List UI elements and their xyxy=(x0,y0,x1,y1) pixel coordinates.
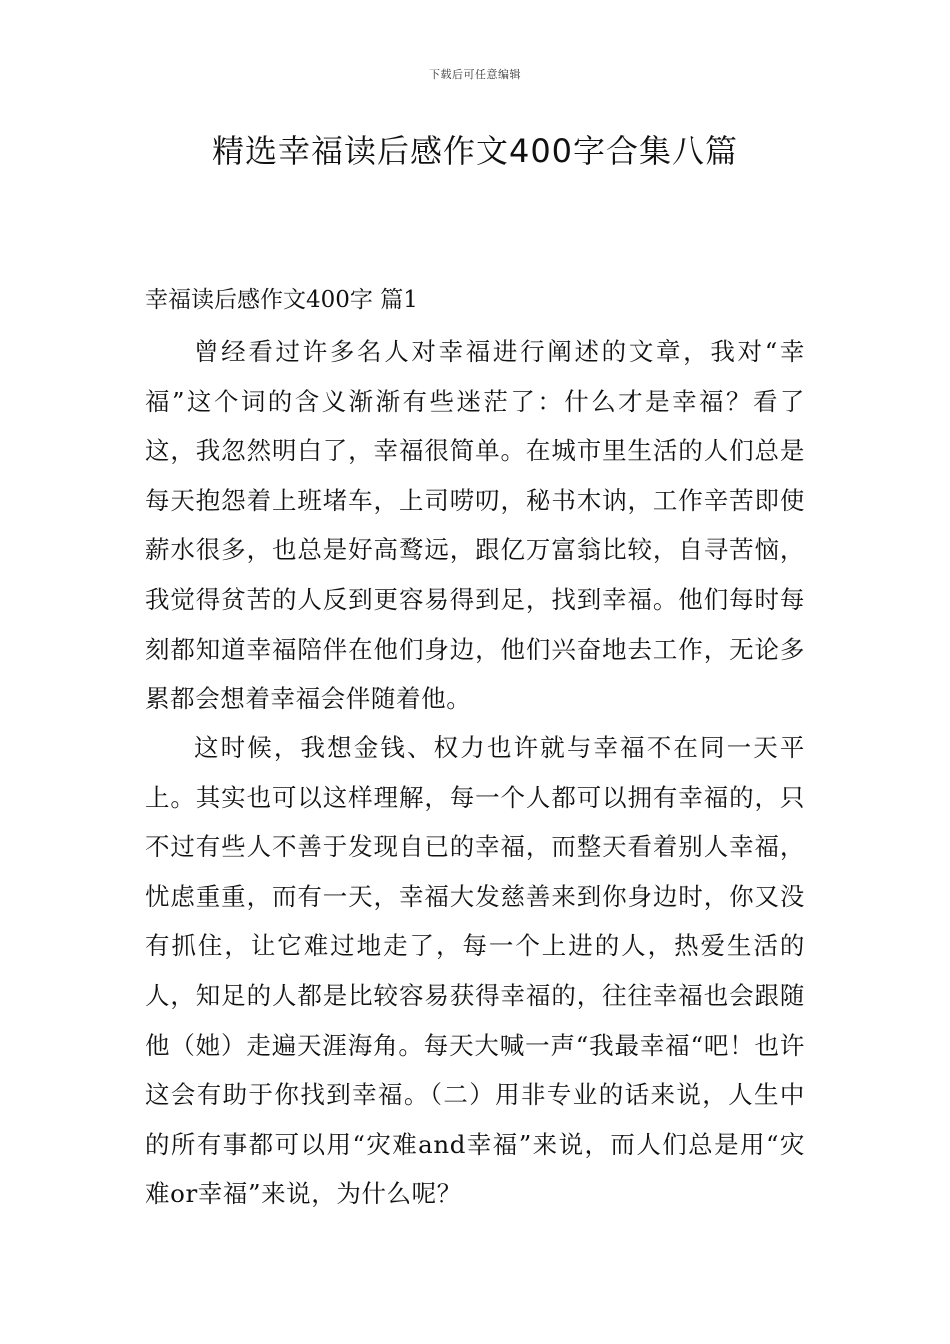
paragraph-1: 曾经看过许多名人对幸福进行阐述的文章，我对“幸福”这个词的含义渐渐有些迷茫了：什么才是幸福？看了这，我忽然明白了，幸福很简单。在城市里生活的人们总是每天抱怨着上班堵车，上司唠叨，秘书木讷，工作辛苦即使薪水很多，也总是好高鹜远，跟亿万富翁比较，自寻苦恼，我觉得贫苦的人反到更容易得到足，找到幸福。他们每时每刻都知道幸福陪伴在他们身边，他们兴奋地去工作，无论多累都会想着幸福会伴随着他。 xyxy=(145,337,805,714)
header-note: 下载后可任意编辑 xyxy=(429,68,521,81)
document-title: 精选幸福读后感作文400字合集八篇 xyxy=(211,132,739,170)
paragraph-2: 这时候，我想金钱、权力也许就与幸福不在同一天平上。其实也可以这样理解，每一个人都可以拥有幸福的，只不过有些人不善于发现自已的幸福，而整天看着别人幸福，忧虑重重，而有一天，幸福大发慈善来到你身边时，你又没有抓住，让它难过地走了，每一个上进的人，热爱生活的人，知足的人都是比较容易获得幸福的，往往幸福也会跟随他（她）走遍天涯海角。每天大喊一声“我最幸福“吧！也许这会有助于你找到幸福。（二）用非专业的话来说，人生中的所有事都可以用“灾难and幸福”来说，而人们总是用“灾难or幸福”来说，为什么呢？ xyxy=(145,733,805,1209)
section-heading: 幸福读后感作文400字 篇1 xyxy=(145,287,418,313)
